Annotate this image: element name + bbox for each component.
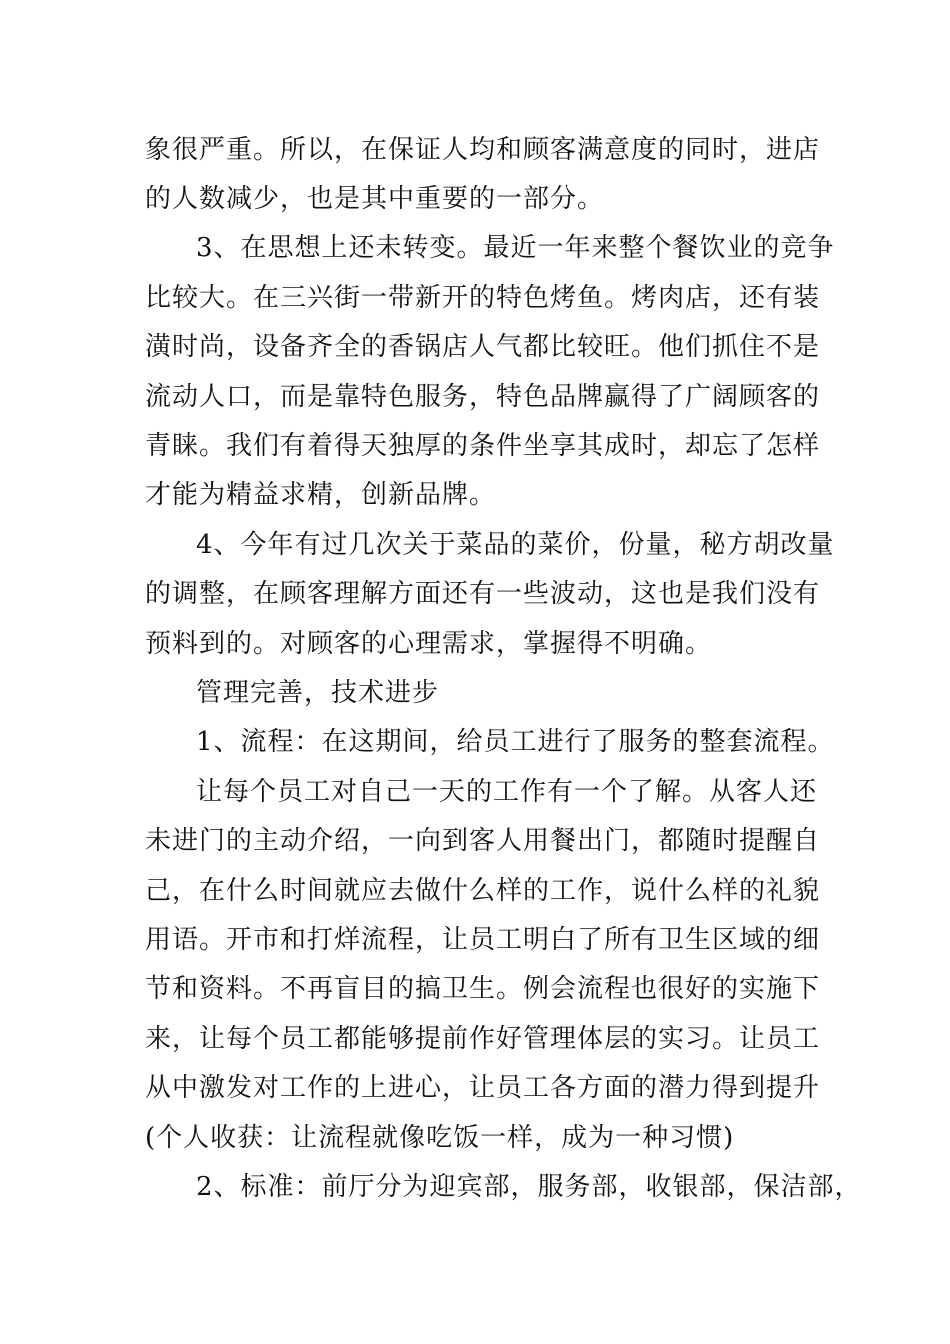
text-line: 青睐。我们有着得天独厚的条件坐享其成时，却忘了怎样: [145, 431, 821, 461]
text-line: 未进门的主动介绍，一向到客人用餐出门，都随时提醒自: [145, 826, 821, 856]
text-line: 的人数减少，也是其中重要的一部分。: [145, 184, 605, 214]
text-line: 己，在什么时间就应去做什么样的工作，说什么样的礼貌: [145, 876, 821, 906]
text-line: 1、流程：在这期间，给员工进行了服务的整套流程。: [196, 727, 835, 757]
section-heading: 管理完善，技术进步: [196, 678, 440, 708]
text-line: 潢时尚，设备齐全的香锅店人气都比较旺。他们抓住不是: [145, 332, 821, 362]
text-line: 的调整，在顾客理解方面还有一些波动，这也是我们没有: [145, 579, 821, 609]
text-line: 来，让每个员工都能够提前作好管理体层的实习。让员工: [145, 1024, 821, 1054]
text-line: 流动人口，而是靠特色服务，特色品牌赢得了广阔顾客的: [145, 382, 821, 412]
text-line: 3、在思想上还未转变。最近一年来整个餐饮业的竞争: [196, 233, 835, 263]
text-line: 比较大。在三兴街一带新开的特色烤鱼。烤肉店，还有装: [145, 283, 821, 313]
text-line: 从中激发对工作的上进心，让员工各方面的潜力得到提升: [145, 1073, 821, 1103]
text-line: 让每个员工对自己一天的工作有一个了解。从客人还: [196, 777, 818, 807]
text-line: 4、今年有过几次关于菜品的菜价，份量，秘方胡改量: [196, 530, 835, 560]
text-line: (个人收获：让流程就像吃饭一样，成为一种习惯): [145, 1123, 735, 1153]
text-line: 预料到的。对顾客的心理需求，掌握得不明确。: [145, 629, 713, 659]
text-line: 2、标准：前厅分为迎宾部，服务部，收银部，保洁部，: [196, 1172, 862, 1202]
text-line: 象很严重。所以，在保证人均和顾客满意度的同时，进店: [145, 135, 821, 165]
text-line: 才能为精益求精，创新品牌。: [145, 480, 497, 510]
text-line: 节和资料。不再盲目的搞卫生。例会流程也很好的实施下: [145, 974, 821, 1004]
text-line: 用语。开市和打烊流程，让员工明白了所有卫生区域的细: [145, 925, 821, 955]
